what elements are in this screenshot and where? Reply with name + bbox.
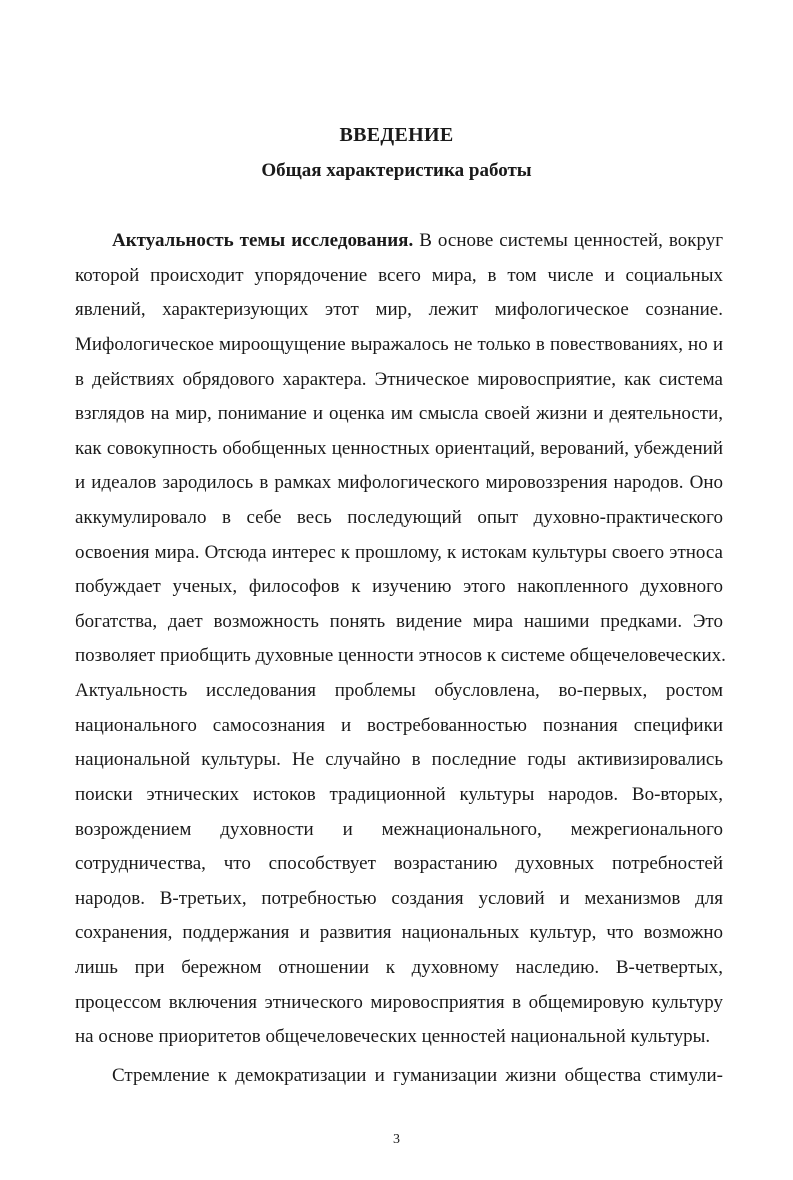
paragraph-line: которой происходит упорядочение всего мира, в том числе и социальных	[75, 265, 723, 286]
page-number: 3	[393, 1132, 400, 1147]
paragraph-line: в действиях обрядового характера. Этническое мировосприятие, как система	[75, 369, 723, 390]
paragraph-line: процессом включения этнического мировосприятия в общемировую культуру	[75, 992, 723, 1013]
paragraph-line: побуждает ученых, философов к изучению этого накопленного духовного	[75, 576, 723, 597]
paragraph-line: Стремление к демократизации и гуманизации жизни общества стимули-	[112, 1065, 723, 1086]
paragraph-line: явлений, характеризующих этот мир, лежит мифологическое сознание.	[75, 299, 723, 320]
paragraph-line: национального самосознания и востребованностью познания специфики	[75, 715, 723, 736]
paragraph-line: народов. В-третьих, потребностью создания условий и механизмов для	[75, 888, 723, 909]
paragraph-line	[112, 228, 723, 254]
paragraph-line: Мифологическое мироощущение выражалось не только в повествованиях, но и	[75, 334, 723, 355]
paragraph-line: позволяет приобщить духовные ценности этносов к системе общечеловеческих.	[75, 645, 726, 666]
paragraph-line: и идеалов зародилось в рамках мифологического мировоззрения народов. Оно	[75, 472, 723, 493]
paragraph-line: Актуальность исследования проблемы обусловлена, во-первых, ростом	[75, 680, 723, 701]
page-subtitle: Общая характеристика работы	[261, 160, 532, 181]
paragraph-line: взглядов на мир, понимание и оценка им смысла своей жизни и деятельности,	[75, 403, 723, 424]
paragraph-line-last: на основе приоритетов общечеловеческих ценностей национальной культуры.	[75, 1026, 711, 1047]
paragraph-line: освоения мира. Отсюда интерес к прошлому, к истокам культуры своего этноса	[75, 542, 723, 563]
paragraph-line: аккумулировало в себе весь последующий опыт духовно-практического	[75, 507, 723, 528]
paragraph-lead: Актуальность темы исследования.	[112, 230, 414, 251]
paragraph-line: возрождением духовности и межнационального, межрегионального	[75, 819, 723, 840]
paragraph-line: богатства, дает возможность понять видение мира нашими предками. Это	[75, 611, 723, 632]
paragraph-line: поиски этнических истоков традиционной культуры народов. Во-вторых,	[75, 784, 723, 805]
paragraph-line: сотрудничества, что способствует возрастанию духовных потребностей	[75, 853, 723, 874]
paragraph-line: как совокупность обобщенных ценностных ориентаций, верований, убеждений	[75, 438, 723, 459]
page-title: ВВЕДЕНИЕ	[339, 124, 454, 146]
paragraph-line: лишь при бережном отношении к духовному наследию. В-четвертых,	[75, 957, 723, 978]
paragraph-line: национальной культуры. Не случайно в последние годы активизировались	[75, 749, 723, 770]
paragraph-line-rest: В основе системы ценностей, вокруг	[419, 230, 724, 251]
paragraph-line: сохранения, поддержания и развития национальных культур, что возможно	[75, 922, 723, 943]
